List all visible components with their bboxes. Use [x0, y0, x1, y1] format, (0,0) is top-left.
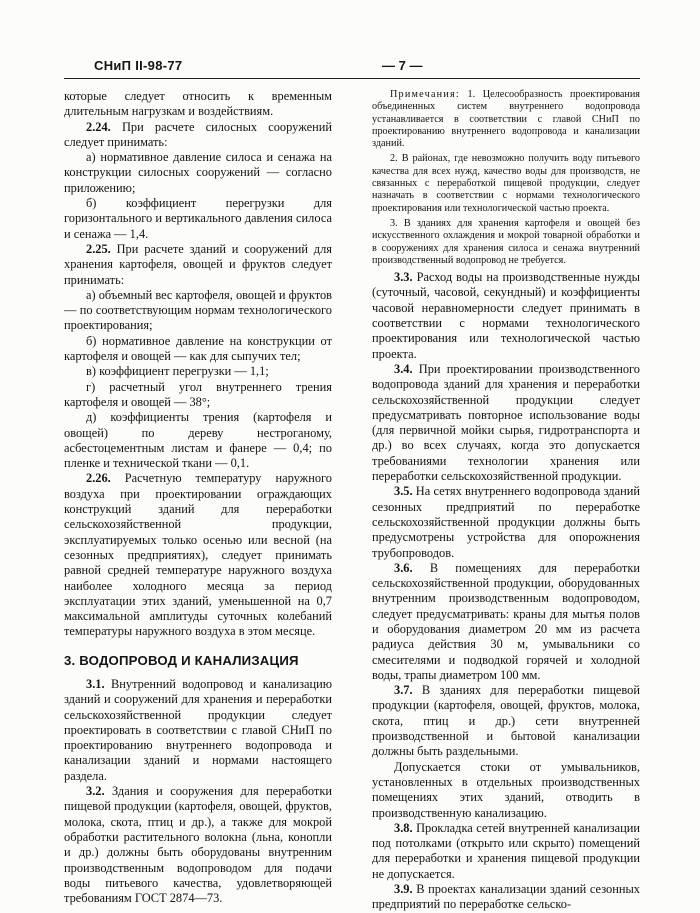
clause-3-7: [372, 683, 640, 759]
clause-2-25-item-a: а) объемный вес картофеля, овощей и фруктов — по соответствующим нормам технологического проектирования;: [64, 287, 333, 333]
clause-number: 3.4.: [394, 361, 413, 376]
clause-2-24-item-b: б) коэффициент перегрузки для горизонтального и вертикального давления силоса и сенажа — 1,4.: [64, 196, 332, 241]
header-rule: [64, 78, 640, 79]
clause-3-1: [64, 677, 332, 784]
notes-block: [372, 89, 640, 267]
clause-text: В помещениях для переработки сельскохозяйственной продукции, оборудованных внутренним производственным водопроводом, следует предусматривать: краны для мытья полов и оборудования диаметром 20 мм из расчета радиуса действия 30 м, умывальники со смесителями и подводкой горячей и холодной воды, трапы диаметром 100 мм.: [372, 560, 640, 682]
note-1: [372, 89, 640, 150]
clause-text: При проектировании производственного водопровода зданий для хранения и переработки сельскохозяйственной продукции следует предусматривать повторное использование воды (для первичной мойки сырья, гидротранспорта и др.) во всех случаях, когда это допускается требованиями технологии хранения или переработки сельскохозяйственной продукции.: [372, 361, 640, 484]
clause-2-25-item-b: б) нормативное давление на конструкции от картофеля и овощей — как для сыпучих тел;: [64, 333, 332, 364]
clause-3-7-continued: Допускается стоки от умывальников, установленных в отдельных производственных помещениях этих зданий, отводить в производственную канализацию.: [372, 759, 640, 820]
section-heading: 3. ВОДОПРОВОД И КАНАЛИЗАЦИЯ: [64, 652, 299, 668]
clause-text: В проектах канализации зданий сезонных предприятий по переработке сельско-: [372, 882, 640, 912]
clause-number: 3.6.: [394, 560, 413, 575]
clause-number: 3.2.: [86, 784, 105, 799]
note-2: 2. В районах, где невозможно получить воду питьевого качества для всех нужд, качество воды для производств, не связанных с переработкой пищевой продукции, следует назначать в соответствии с нормами технологического проектирования или технологической частью проекта.: [372, 153, 640, 214]
page-number: — 7 —: [382, 58, 423, 73]
clause-text: Прокладка сетей внутренней канализации под потолками (открыто или скрыто) помещений для переработки и хранения пищевой продукции не допускается.: [372, 820, 640, 881]
clause-3-6: [372, 561, 640, 683]
clause-number: 3.7.: [394, 683, 413, 698]
clause-2-25-item-d: д) коэффициенты трения (картофеля и овощей) по дереву нестроганому, асбестоцементным листам и фанере — 0,4; по пленке и технической ткани — 0,1.: [64, 410, 332, 471]
note-3: 3. В зданиях для хранения картофеля и овощей без искусственного охлаждения и мокрой товарной обработки и в сооружениях для хранения силоса и сенажа внутренний производственный водопровод не требуется.: [372, 217, 640, 266]
clause-number: 3.9.: [394, 882, 413, 897]
clause-text: Внутренний водопровод и канализацию зданий и сооружений для хранения и переработки сельскохозяйственной продукции следует проектировать в соответствии с главой СНиП по проектированию внутреннего водопровода и канализации зданий и нормами настоящего раздела.: [64, 676, 332, 783]
left-column: [64, 89, 332, 906]
clause-2-24: [64, 120, 332, 151]
clause-number: 3.8.: [394, 820, 413, 835]
notes-label: Примечания:: [390, 89, 460, 100]
clause-2-26: [64, 471, 332, 639]
clause-2-25: [64, 242, 332, 288]
clause-text: На сетях внутреннего водопровода зданий сезонных предприятий по переработке сельскохозяйственной продукции должны быть предусмотрены устройства для опорожнения трубопроводов.: [372, 484, 640, 560]
clause-3-2: [64, 784, 332, 906]
note-text: 1. Целесообразность проектирования объединенных систем внутреннего водопровода устанавливается в соответствии с главой СНиП по проектированию внутреннего водопровода и канализации зданий.: [372, 89, 640, 150]
clause-2-25-item-g: г) расчетный угол внутреннего трения картофеля и овощей — 38°;: [64, 379, 332, 409]
clause-2-24-item-a: а) нормативное давление силоса и сенажа на конструкции силосных сооружений — согласно приложению;: [64, 150, 332, 195]
clause-3-4: [372, 362, 640, 484]
clause-number: 3.5.: [394, 484, 413, 499]
clause-text: Здания и сооружения для переработки пищевой продукции (картофеля, овощей, фруктов, молока, скота, птиц и др.), а также для мокрой обработки растительного волокна (льна, конопли и др.) должны быть оборудованы внутренним производственным водопроводом для подачи воды питьевого качества, удовлетворяющей требованиям ГОСТ 2874—73.: [64, 784, 332, 906]
clause-text: В зданиях для переработки пищевой продукции (картофеля, овощей, фруктов, молока, скота, птиц и др.) сети внутренней производственной и бытовой канализации должны быть раздельными.: [372, 683, 640, 759]
clause-number: 2.25.: [86, 241, 111, 256]
clause-text: При расчете зданий и сооружений для хранения картофеля, овощей и фруктов следует принимать:: [64, 241, 332, 287]
clause-text: Расчетную температуру наружного воздуха при проектировании ограждающих конструкций зданий для переработки сельскохозяйственной продукции, эксплуатируемых только осенью или весной (на сезонных предприятиях), следует принимать равной средней температуре наружного воздуха наиболее холодного месяца за период эксплуатации этих зданий, уменьшенной на 0,7 максимальной амплитуды суточных колебаний температуры наружного воздуха в этом месяце.: [64, 471, 332, 639]
clause-text: При расчете силосных сооружений следует принимать:: [64, 119, 332, 149]
page-header: [64, 56, 640, 76]
clause-number: 3.3.: [394, 270, 413, 285]
clause-3-8: [372, 821, 640, 882]
clause-2-25-item-v: в) коэффициент перегрузки — 1,1;: [86, 364, 269, 379]
clause-number: 2.24.: [86, 119, 111, 134]
clause-text: Расход воды на производственные нужды (суточный, часовой, секундный) и коэффициенты часовой неравномерности следует принимать в соответствии с нормами технологического проектирования или технологической частью проекта.: [372, 270, 640, 361]
clause-3-5: [372, 484, 640, 560]
right-column: [372, 89, 640, 913]
clause-3-3: [372, 270, 640, 362]
clause-number: 2.26.: [86, 471, 111, 486]
clause-number: 3.1.: [86, 676, 105, 691]
document-code: СНиП II-98-77: [94, 58, 183, 73]
paragraph-continuation: которые следует относить к временным длительным нагрузкам и воздействиям.: [64, 89, 332, 119]
